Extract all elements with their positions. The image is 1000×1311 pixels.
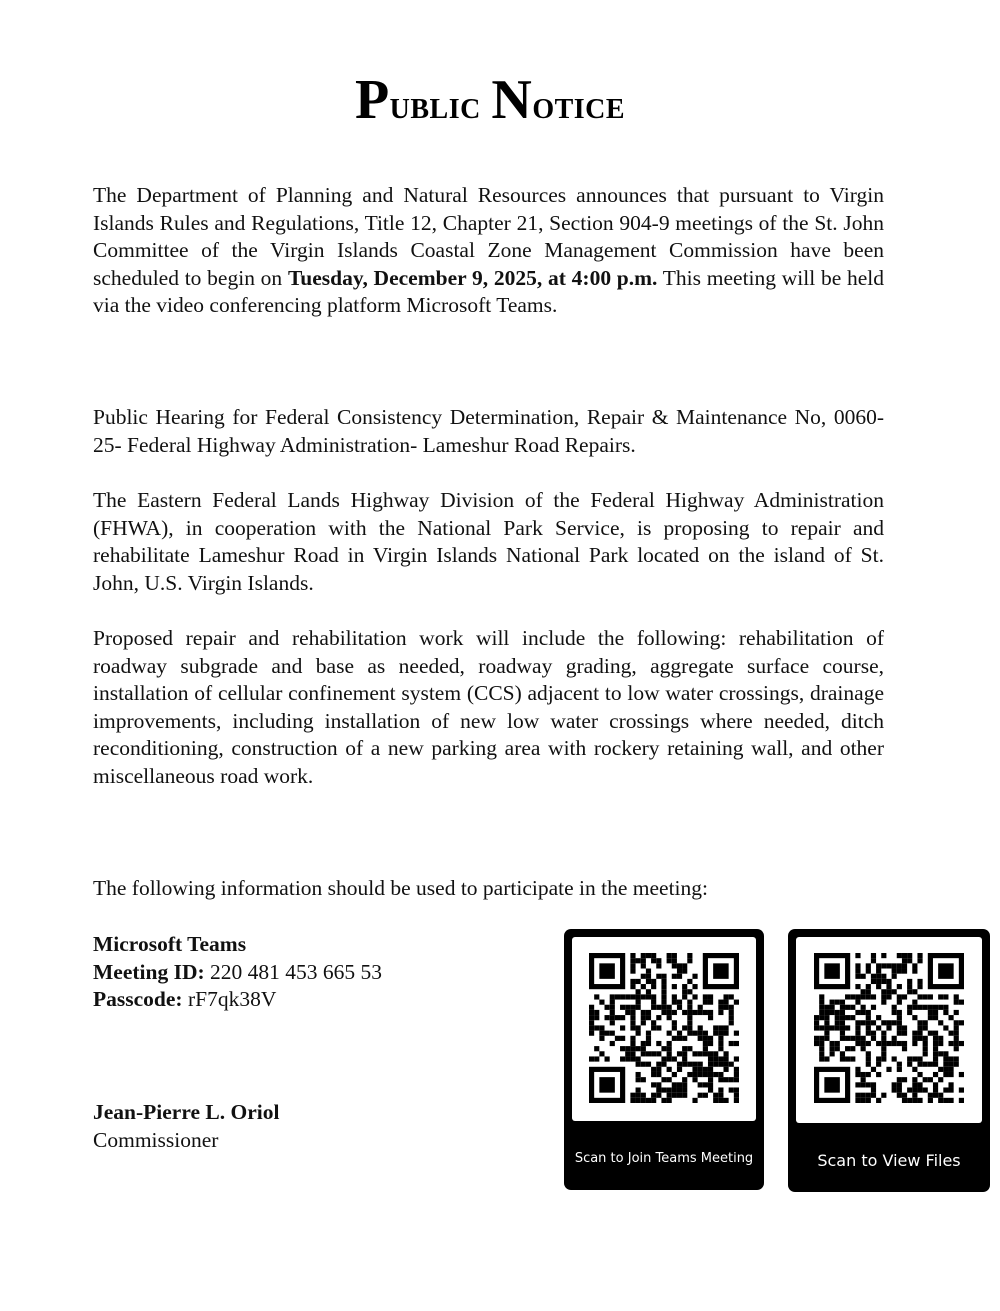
signatory-role: Commissioner — [93, 1127, 219, 1152]
signatory-name: Jean-Pierre L. Oriol — [93, 1100, 280, 1124]
qr-card-join-meeting[interactable] — [564, 929, 764, 1190]
meeting-id: Meeting ID: 220 481 453 665 53 — [93, 959, 383, 984]
work-paragraph: Proposed repair and rehabilitation work will include the following: rehabilitation of roadway subgrade and base as needed, roadway grading, aggregate surface course, installation of cellular confinement system (CCS) adjacent to low water crossings, drainage improvements, including installation of new low water crossings where needed, ditch reconditioning, construction of a new parking area with rockery retaining wall, and other miscellaneous road work. — [93, 626, 884, 788]
meeting-details — [93, 931, 382, 1014]
hearing-paragraph: Public Hearing for Federal Consistency Determination, Repair & Maintenance No, 0060-25- Federal Highway Administration- Lameshur Road Repairs. — [93, 405, 884, 457]
qr-caption-files: Scan to View Files — [817, 1151, 961, 1170]
qr-caption-join: Scan to Join Teams Meeting — [574, 1151, 754, 1166]
qr-code-icon — [589, 953, 739, 1103]
qr-code-icon — [814, 953, 964, 1103]
signature-block — [93, 1099, 279, 1154]
meeting-passcode: Passcode: rF7qk38V — [93, 987, 277, 1012]
meeting-platform: Microsoft Teams — [93, 932, 247, 956]
participate-instructions: The following information should be used to participate in the meeting: — [93, 876, 708, 900]
page-title: Public Notice — [354, 69, 626, 131]
description-paragraph: The Eastern Federal Lands Highway Division of the Federal Highway Administration (FHWA), in cooperation with the National Park Service, is proposing to repair and rehabilitate Lameshur Road in Virgin Islands National Park located on the island of St. John, U.S. Virgin Islands. — [93, 488, 884, 595]
meeting-date: Tuesday, December 9, 2025, at 4:00 p.m. — [287, 265, 658, 290]
intro-paragraph: The Department of Planning and Natural Resources announces that pursuant to Virgin Islands Rules and Regulations, Title 12, Chapter 21, Section 904-9 meetings of the St. John Committee of the Virgin Islands Coastal Zone Management Commission have been scheduled to begin on Tuesday, December 9, 2025, at 4:00 p.m. This meeting will be held via the video conferencing platform Microsoft Teams. — [93, 183, 884, 318]
qr-card-view-files[interactable] — [788, 929, 990, 1192]
